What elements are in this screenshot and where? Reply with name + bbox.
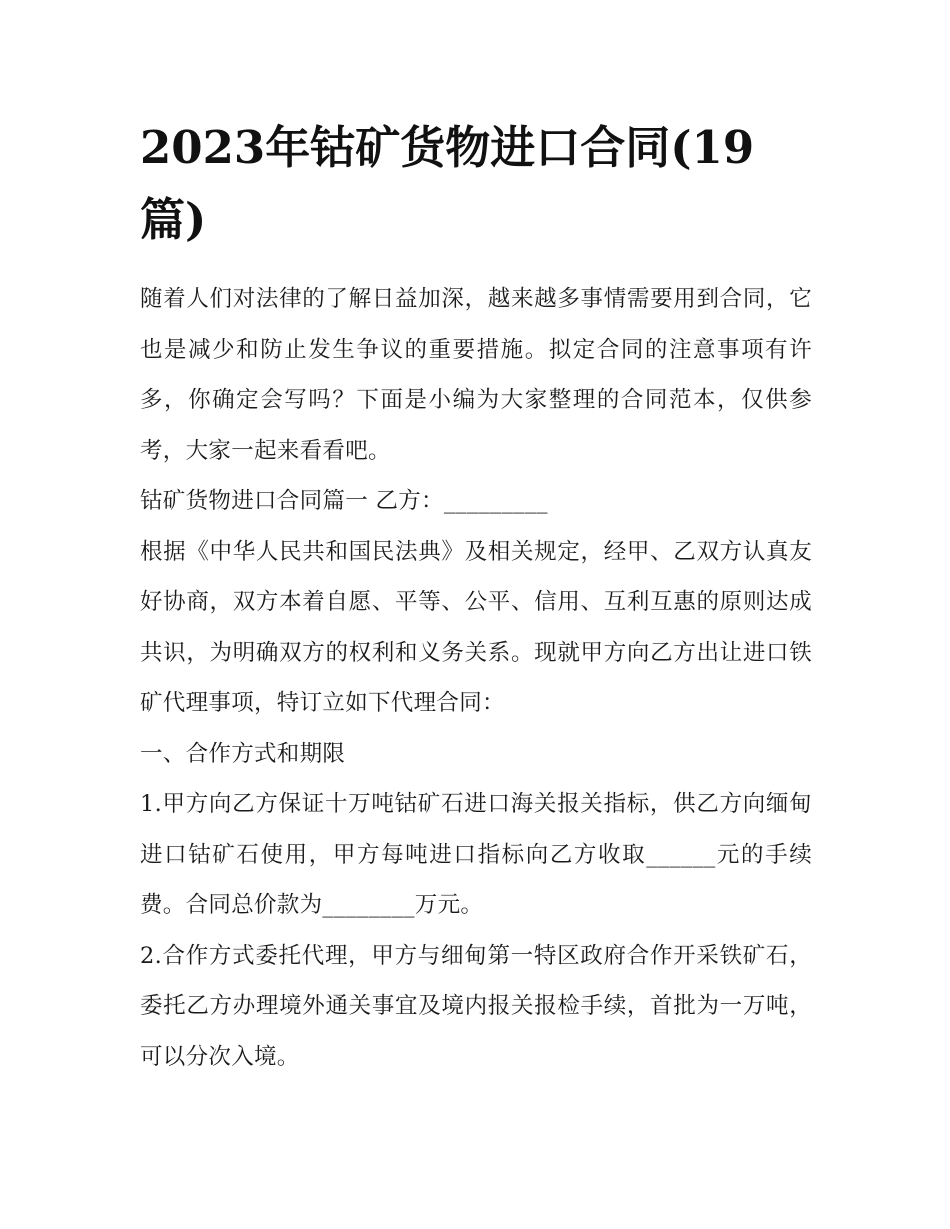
document-title: 2023年钴矿货物进口合同(19篇) [140,121,755,246]
paragraph-legal-basis: 根据《中华人民共和国民法典》及相关规定，经甲、乙双方认真友好协商，双方本着自愿、平等、公平、信用、互利互惠的原则达成共识，为明确双方的权利和义务关系。现就甲方向乙方出让进口铁矿代理事项，特订立如下代理合同： [140,538,812,716]
paragraph-intro: 随着人们对法律的了解日益加深，越来越多事情需要用到合同，它也是减少和防止发生争议的重要措施。拟定合同的注意事项有许多，你确定会写吗？下面是小编为大家整理的合同范本，仅供参考，大家一起来看看吧。 [140,286,812,464]
clause-1: 1.甲方向乙方保证十万吨钴矿石进口海关报关指标，供乙方向缅甸进口钴矿石使用，甲方每吨进口指标向乙方收取______元的手续费。合同总价款为________万元。 [140,791,812,918]
section-heading-cooperation: 一、合作方式和期限 [140,740,346,767]
document-body [140,112,812,1082]
clause-2: 2.合作方式委托代理，甲方与细甸第一特区政府合作开采铁矿石，委托乙方办理境外通关事宜及境内报关报检手续，首批为一万吨，可以分次入境。 [140,942,812,1070]
paragraph-contract-heading: 钴矿货物进口合同篇一 乙方：_________ [140,488,548,514]
